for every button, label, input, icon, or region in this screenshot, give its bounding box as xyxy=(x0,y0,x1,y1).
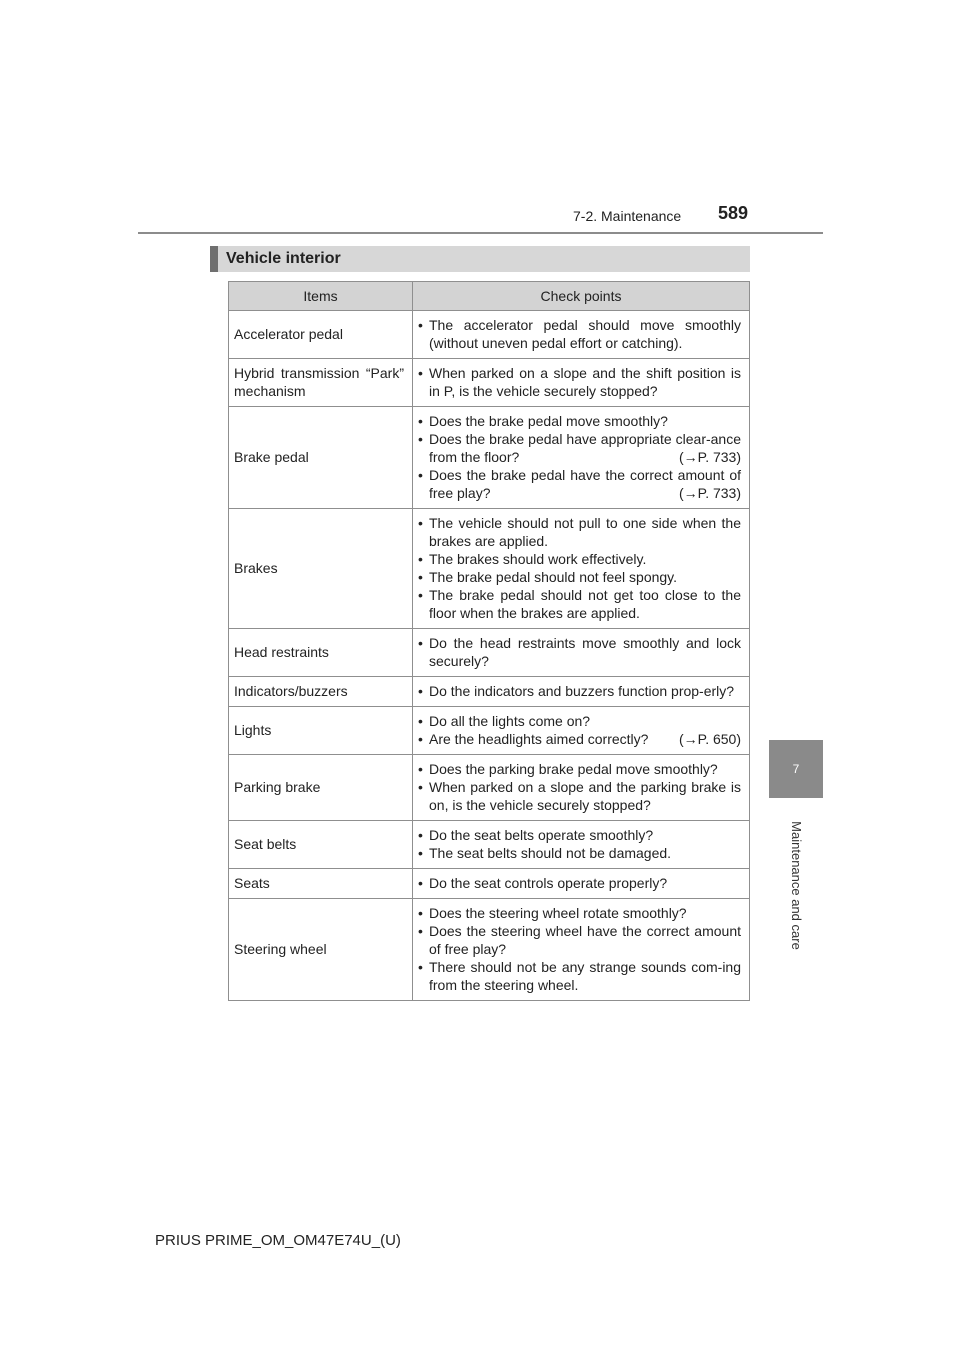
check-point-text: When parked on a slope and the shift position is in P, is the vehicle securely stopped? xyxy=(429,365,741,399)
chapter-number: 7 xyxy=(792,762,800,776)
item-name: Brakes xyxy=(229,509,413,629)
item-name: Seat belts xyxy=(229,821,413,869)
check-point xyxy=(418,568,741,586)
check-points-cell xyxy=(413,821,750,869)
check-point xyxy=(418,550,741,568)
check-point-text: Does the brake pedal have appropriate clear-ance from the floor? xyxy=(429,431,741,465)
check-point-text: Does the parking brake pedal move smoothly? xyxy=(429,761,718,777)
check-point-text: Do the seat belts operate smoothly? xyxy=(429,827,654,843)
check-point-text: Does the brake pedal move smoothly? xyxy=(429,413,668,429)
check-point xyxy=(418,316,741,352)
check-points-cell xyxy=(413,899,750,1001)
section-title: Vehicle interior xyxy=(226,250,341,267)
table-header-row xyxy=(229,282,750,311)
check-points-cell xyxy=(413,311,750,359)
item-name: Steering wheel xyxy=(229,899,413,1001)
check-point xyxy=(418,364,741,400)
table-row xyxy=(229,869,750,899)
item-name: Seats xyxy=(229,869,413,899)
check-points-cell xyxy=(413,869,750,899)
check-point xyxy=(418,904,741,922)
page-reference: (→P. 650) xyxy=(679,731,741,747)
check-point-text: Does the steering wheel have the correct amount of free play? xyxy=(429,923,741,957)
check-point-list xyxy=(418,712,741,748)
section-heading xyxy=(210,246,750,272)
chapter-tab xyxy=(769,740,823,798)
check-points-cell xyxy=(413,629,750,677)
table-row xyxy=(229,899,750,1001)
header-section-title: 7-2. Maintenance xyxy=(573,208,682,224)
table-row xyxy=(229,509,750,629)
item-name: Indicators/buzzers xyxy=(229,677,413,707)
check-point xyxy=(418,874,741,892)
check-point xyxy=(418,430,741,466)
item-name: Parking brake xyxy=(229,755,413,821)
check-point xyxy=(418,682,741,700)
check-point-text: The brake pedal should not feel spongy. xyxy=(429,569,678,585)
table-row xyxy=(229,707,750,755)
table-row xyxy=(229,821,750,869)
check-point-text: The seat belts should not be damaged. xyxy=(429,845,672,861)
table-row xyxy=(229,407,750,509)
check-point-text: Are the headlights aimed correctly? xyxy=(429,731,649,747)
check-point-text: The brakes should work effectively. xyxy=(429,551,647,567)
check-point-text: There should not be any strange sounds com-ing from the steering wheel. xyxy=(429,959,741,993)
item-name: Accelerator pedal xyxy=(229,311,413,359)
check-point-list xyxy=(418,514,741,622)
check-points-cell xyxy=(413,359,750,407)
check-points-cell xyxy=(413,509,750,629)
check-point xyxy=(418,466,741,502)
chapter-title: Maintenance and care xyxy=(788,820,804,950)
table-row xyxy=(229,629,750,677)
check-point xyxy=(418,586,741,622)
check-point xyxy=(418,760,741,778)
check-point-list xyxy=(418,316,741,352)
page-reference: (→P. 733) xyxy=(679,449,741,465)
check-point xyxy=(418,844,741,862)
check-point xyxy=(418,412,741,430)
document-code: PRIUS PRIME_OM_OM47E74U_(U) xyxy=(155,1232,401,1249)
check-point-text: The accelerator pedal should move smoothly (without uneven pedal effort or catching). xyxy=(429,317,741,351)
check-point-list xyxy=(418,682,741,700)
check-point-text: The vehicle should not pull to one side when the brakes are applied. xyxy=(429,515,741,549)
check-point-list xyxy=(418,412,741,502)
check-point-list xyxy=(418,826,741,862)
item-name: Lights xyxy=(229,707,413,755)
check-point-text: Do the indicators and buzzers function prop-erly? xyxy=(429,683,735,699)
check-point xyxy=(418,826,741,844)
check-points-cell xyxy=(413,407,750,509)
table-row xyxy=(229,677,750,707)
check-points-cell xyxy=(413,707,750,755)
check-point xyxy=(418,922,741,958)
check-point xyxy=(418,712,741,730)
check-point xyxy=(418,778,741,814)
table-body xyxy=(229,311,750,1001)
check-point xyxy=(418,730,741,748)
check-point xyxy=(418,514,741,550)
check-point-text: The brake pedal should not get too close to the floor when the brakes are applied. xyxy=(429,587,741,621)
check-point-text: Does the brake pedal have the correct amount of free play? xyxy=(429,467,741,501)
check-point xyxy=(418,958,741,994)
check-point-text: When parked on a slope and the parking brake is on, is the vehicle securely stopped? xyxy=(429,779,741,813)
column-header-check-points: Check points xyxy=(413,282,750,311)
check-point-list xyxy=(418,634,741,670)
check-point-text: Do the seat controls operate properly? xyxy=(429,875,668,891)
check-point xyxy=(418,634,741,670)
item-name: Brake pedal xyxy=(229,407,413,509)
column-header-items: Items xyxy=(229,282,413,311)
table-row xyxy=(229,311,750,359)
check-points-cell xyxy=(413,755,750,821)
check-point-list xyxy=(418,760,741,814)
table-row xyxy=(229,755,750,821)
check-points-cell xyxy=(413,677,750,707)
item-name: Head restraints xyxy=(229,629,413,677)
check-point-text: Does the steering wheel rotate smoothly? xyxy=(429,905,687,921)
table-row xyxy=(229,359,750,407)
check-point-list xyxy=(418,874,741,892)
item-name: Hybrid transmission “Park” mechanism xyxy=(229,359,413,407)
page-number: 589 xyxy=(718,203,749,223)
check-point-list xyxy=(418,364,741,400)
check-point-text: Do the head restraints move smoothly and lock securely? xyxy=(429,635,741,669)
page-reference: (→P. 733) xyxy=(679,485,741,501)
chapter-side-label xyxy=(769,800,823,970)
check-table xyxy=(228,281,750,1001)
check-point-list xyxy=(418,904,741,994)
header-divider xyxy=(138,232,823,234)
check-point-text: Do all the lights come on? xyxy=(429,713,591,729)
